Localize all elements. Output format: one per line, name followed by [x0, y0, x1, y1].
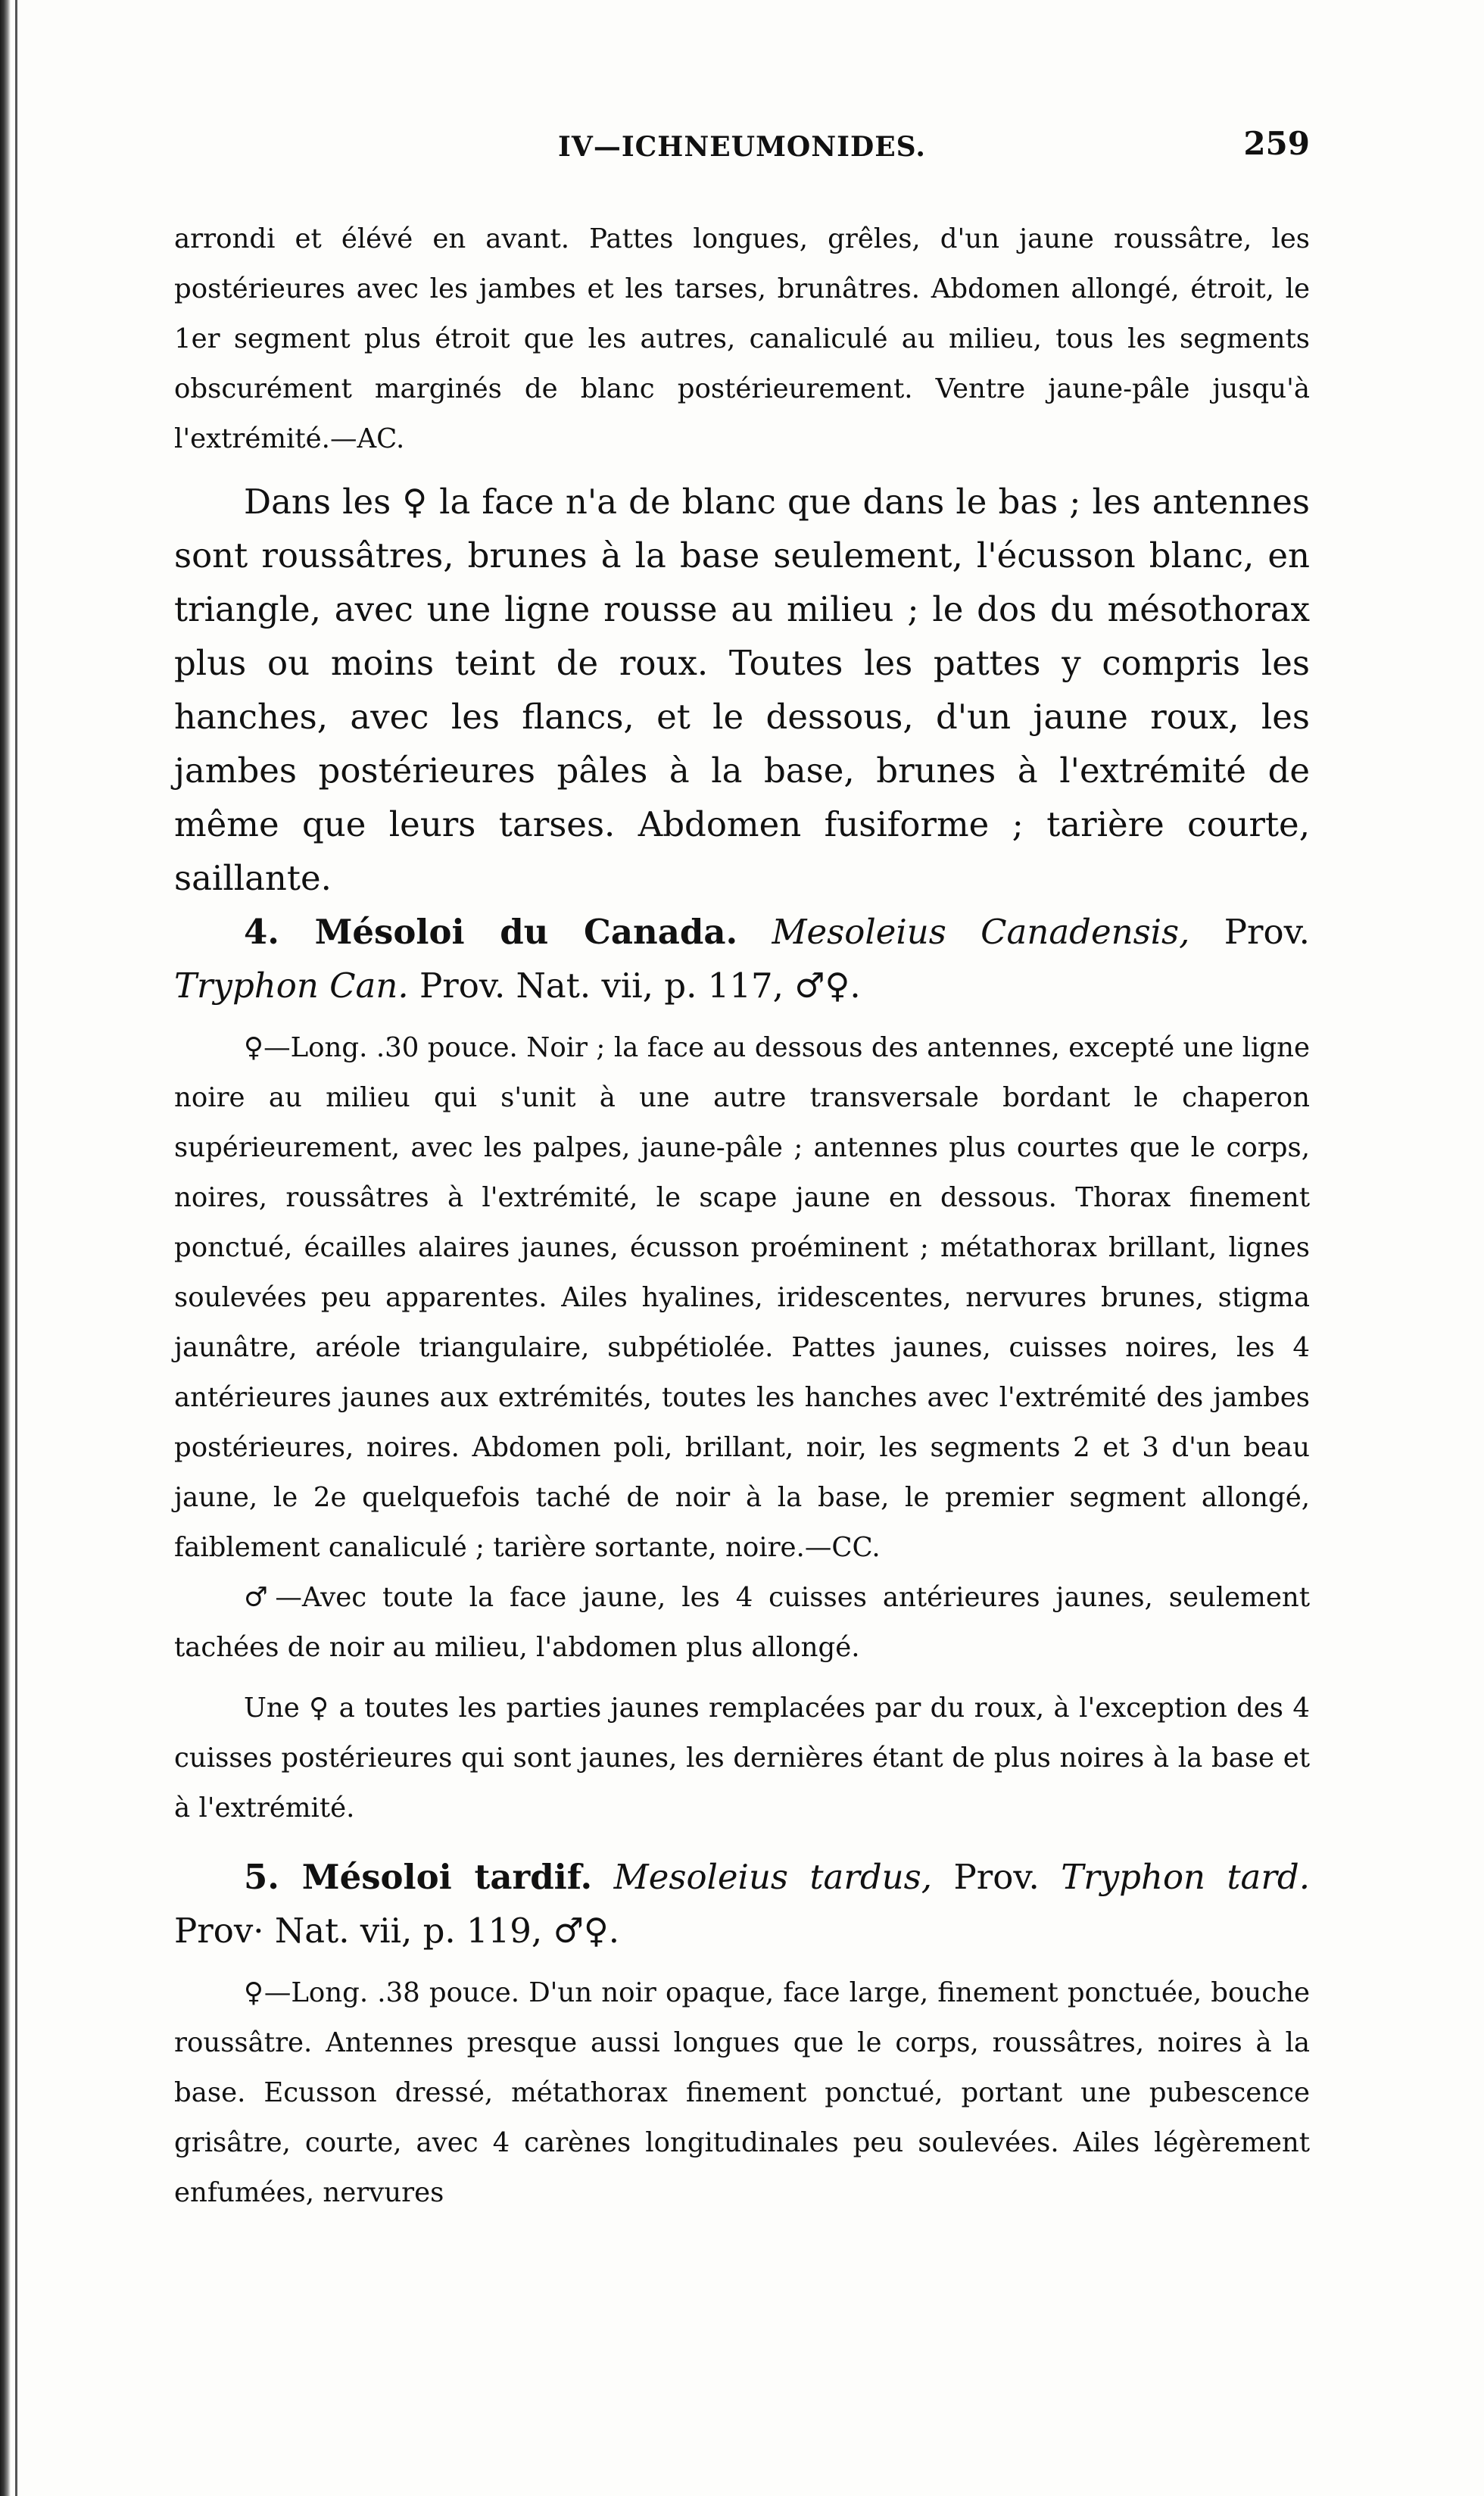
species-4-author: Prov.	[1224, 912, 1310, 952]
book-page	[174, 125, 1310, 2218]
paragraph-species-4-variant: Une ♀ a toutes les parties jaunes remplacées par du roux, à l'exception des 4 cuisses postérieures qui sont jaunes, les dernières étant de plus noires à la base et à l'extrémité.	[174, 1693, 1310, 1824]
species-5-latin: Mesoleius tardus,	[613, 1857, 933, 1897]
page-binding-line	[15, 0, 17, 2496]
species-5-author: Prov.	[953, 1857, 1040, 1897]
species-4-latin: Mesoleius Canadensis,	[772, 912, 1190, 952]
page-number: 259	[1243, 125, 1310, 162]
species-4-reference: Prov. Nat. vii, p. 117, ♂♀.	[419, 966, 861, 1006]
species-4-synonym: Tryphon Can.	[174, 966, 409, 1006]
running-head: IV—ICHNEUMONIDES.	[558, 131, 926, 163]
species-5-synonym: Tryphon tard.	[1061, 1857, 1310, 1897]
species-heading-4	[174, 905, 1310, 1012]
species-5-reference: Prov· Nat. vii, p. 119, ♂♀.	[174, 1911, 620, 1951]
paragraph-species-5-female: ♀—Long. .38 pouce. D'un noir opaque, face large, finement ponctuée, bouche roussâtre. Antennes presque aussi longues que le corps, roussâtres, noires à la base. Ecusson dressé, métathorax finement ponctué, portant une pubescence grisâtre, courte, avec 4 carènes longitudinales peu soulevées. Ailes légèrement enfumées, nervures	[174, 1977, 1310, 2208]
species-5-name: 5. Mésoloi tardif.	[244, 1857, 593, 1897]
paragraph-female-variation: Dans les ♀ la face n'a de blanc que dans le bas ; les antennes sont roussâtres, brunes à la base seulement, l'écusson blanc, en triangle, avec une ligne rousse au milieu ; le dos du mésothorax plus ou moins teint de roux. Toutes les pattes y compris les hanches, avec les flancs, et le dessous, d'un jaune roux, les jambes postérieures pâles à la base, brunes à l'extrémité de même que leurs tarses. Abdomen fusiforme ; tarière courte, saillante.	[174, 482, 1310, 898]
paragraph-continuation: arrondi et élévé en avant. Pattes longues, grêles, d'un jaune roussâtre, les postérieures avec les jambes et les tarses, brunâtres. Abdomen allongé, étroit, le 1er segment plus étroit que les autres, canaliculé au milieu, tous les segments obscurément marginés de blanc postérieurement. Ventre jaune-pâle jusqu'à l'extrémité.—AC.	[174, 223, 1310, 454]
species-4-name: 4. Mésoloi du Canada.	[244, 912, 738, 952]
paragraph-species-4-male: ♂—Avec toute la face jaune, les 4 cuisses antérieures jaunes, seulement tachées de noir au milieu, l'abdomen plus allongé.	[174, 1582, 1310, 1663]
paragraph-species-4-female: ♀—Long. .30 pouce. Noir ; la face au dessous des antennes, excepté une ligne noire au milieu qui s'unit à une autre transversale bordant le chaperon supérieurement, avec les palpes, jaune-pâle ; antennes plus courtes que le corps, noires, roussâtres à l'extrémité, le scape jaune en dessous. Thorax finement ponctué, écailles alaires jaunes, écusson proéminent ; métathorax brillant, lignes soulevées peu apparentes. Ailes hyalines, iridescentes, nervures brunes, stigma jaunâtre, aréole triangulaire, subpétiolée. Pattes jaunes, cuisses noires, les 4 antérieures jaunes aux extrémités, toutes les hanches avec l'extrémité des jambes postérieures, noires. Abdomen poli, brillant, noir, les segments 2 et 3 d'un beau jaune, le 2e quelquefois taché de noir à la base, le premier segment allongé, faiblement canaliculé ; tarière sortante, noire.—CC.	[174, 1032, 1310, 1563]
species-heading-5	[174, 1850, 1310, 1958]
page-header	[174, 125, 1310, 178]
page-binding-edge	[0, 0, 11, 2496]
